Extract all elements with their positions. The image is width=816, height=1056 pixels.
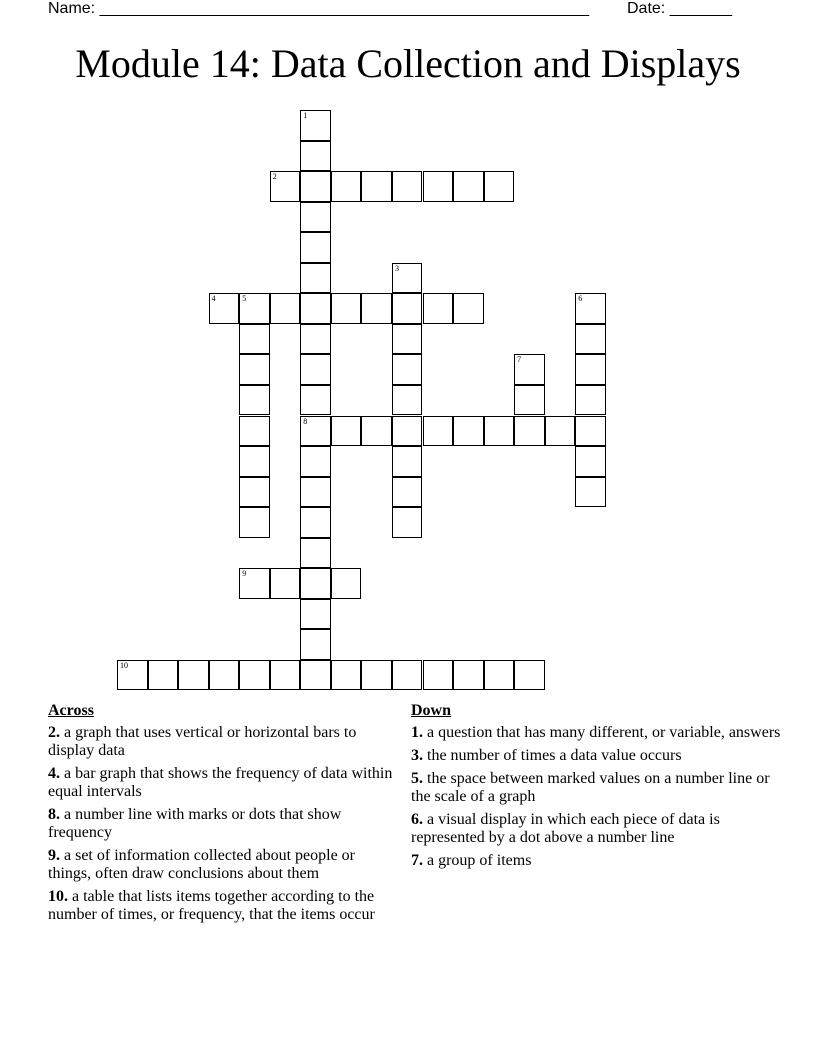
across-clue	[48, 765, 393, 801]
clue-number: 4.	[48, 765, 60, 782]
crossword-cell[interactable]	[392, 477, 423, 508]
down-clues	[411, 702, 781, 875]
down-clue	[411, 724, 781, 742]
crossword-cell[interactable]	[575, 385, 606, 416]
crossword-cell[interactable]	[392, 324, 423, 355]
clue-number: 1.	[411, 724, 423, 741]
clue-number: 7.	[411, 852, 423, 869]
crossword-cell[interactable]	[392, 354, 423, 385]
clue-number: 8.	[48, 806, 60, 823]
crossword-cell[interactable]	[300, 599, 331, 630]
crossword-cell[interactable]	[423, 416, 454, 447]
across-clue	[48, 724, 393, 760]
crossword-cell[interactable]	[392, 446, 423, 477]
crossword-cell[interactable]	[300, 354, 331, 385]
clue-text: a question that has many different, or variable, answers	[423, 724, 781, 741]
crossword-cell[interactable]	[575, 354, 606, 385]
crossword-cell[interactable]	[300, 324, 331, 355]
crossword-cell[interactable]	[239, 660, 270, 691]
crossword-cell[interactable]	[514, 385, 545, 416]
crossword-cell[interactable]	[423, 293, 454, 324]
clue-text: a number line with marks or dots that show frequency	[48, 806, 342, 841]
crossword-cell[interactable]	[239, 324, 270, 355]
across-heading: Across	[48, 702, 94, 719]
clue-number-label: 4	[211, 294, 216, 304]
clue-number: 5.	[411, 770, 423, 787]
crossword-cell[interactable]	[453, 416, 484, 447]
clue-text: a set of information collected about people or things, often draw conclusions about them	[48, 847, 356, 882]
crossword-cell[interactable]	[300, 660, 331, 691]
clue-number-label: 6	[578, 294, 583, 304]
clue-text: the number of times a data value occurs	[423, 747, 682, 764]
crossword-cell[interactable]	[575, 416, 606, 447]
clue-number-label: 3	[394, 263, 399, 273]
clue-number-label: 5	[242, 294, 247, 304]
crossword-cell[interactable]	[300, 171, 331, 202]
crossword-cell[interactable]	[239, 293, 270, 324]
crossword-cell[interactable]	[239, 477, 270, 508]
clue-text: the space between marked values on a number line or the scale of a graph	[411, 770, 770, 805]
clue-number-label: 9	[242, 569, 247, 579]
page-title: Module 14: Data Collection and Displays	[75, 41, 741, 86]
crossword-cell[interactable]	[239, 416, 270, 447]
clue-number-label: 7	[517, 355, 522, 365]
across-clue	[48, 806, 393, 842]
crossword-cell[interactable]	[178, 660, 209, 691]
name-field[interactable]: Name: _______________________________________________________	[48, 0, 589, 17]
crossword-cell[interactable]	[300, 446, 331, 477]
clue-number-label: 10	[120, 660, 128, 670]
crossword-cell[interactable]	[300, 202, 331, 233]
crossword-cell[interactable]	[300, 507, 331, 538]
crossword-cell[interactable]	[331, 171, 362, 202]
crossword-cell[interactable]	[300, 477, 331, 508]
crossword-cell[interactable]	[453, 660, 484, 691]
crossword-cell[interactable]	[392, 293, 423, 324]
crossword-cell[interactable]	[453, 293, 484, 324]
down-clue	[411, 747, 781, 765]
clue-number: 6.	[411, 811, 423, 828]
crossword-cell[interactable]	[361, 660, 392, 691]
crossword-cell[interactable]	[575, 293, 606, 324]
clue-text: a group of items	[423, 852, 532, 869]
clue-text: a table that lists items together according to the number of times, or frequency, that the items occur	[48, 888, 375, 923]
crossword-cell[interactable]	[300, 538, 331, 569]
crossword-cell[interactable]	[453, 171, 484, 202]
crossword-cell[interactable]	[239, 446, 270, 477]
date-field[interactable]: Date: _______	[627, 0, 732, 17]
crossword-cell[interactable]	[361, 293, 392, 324]
crossword-cell[interactable]	[117, 660, 148, 691]
crossword-cell[interactable]	[300, 232, 331, 263]
crossword-cell[interactable]	[300, 416, 331, 447]
crossword-cell[interactable]	[270, 293, 301, 324]
down-clue	[411, 811, 781, 847]
clue-number-label: 2	[272, 172, 277, 182]
crossword-cell[interactable]	[361, 171, 392, 202]
crossword-cell[interactable]	[392, 507, 423, 538]
clue-text: a bar graph that shows the frequency of data within equal intervals	[48, 765, 393, 800]
crossword-cell[interactable]	[300, 110, 331, 141]
crossword-cell[interactable]	[423, 171, 454, 202]
crossword-cell[interactable]	[575, 477, 606, 508]
across-clues	[48, 702, 393, 929]
crossword-cell[interactable]	[514, 660, 545, 691]
clue-number: 10.	[48, 888, 68, 905]
crossword-cell[interactable]	[209, 660, 240, 691]
crossword-cell[interactable]	[575, 446, 606, 477]
crossword-cell[interactable]	[300, 293, 331, 324]
crossword-cell[interactable]	[514, 354, 545, 385]
clue-number-label: 1	[303, 111, 308, 120]
crossword-cell[interactable]	[361, 416, 392, 447]
crossword-cell[interactable]	[270, 660, 301, 691]
crossword-cell[interactable]	[300, 141, 331, 172]
across-clue	[48, 847, 393, 883]
clue-text: a graph that uses vertical or horizontal bars to display data	[48, 724, 357, 759]
crossword-cell[interactable]	[209, 293, 240, 324]
crossword-cell[interactable]	[300, 629, 331, 660]
crossword-cell[interactable]	[148, 660, 179, 691]
crossword-cell[interactable]	[270, 568, 301, 599]
down-heading: Down	[411, 702, 452, 719]
down-clue	[411, 770, 781, 806]
crossword-cell[interactable]	[484, 171, 515, 202]
down-clue	[411, 852, 781, 870]
crossword-cell[interactable]	[392, 385, 423, 416]
crossword-cell[interactable]	[575, 324, 606, 355]
crossword-cell[interactable]	[239, 354, 270, 385]
crossword-cell[interactable]	[545, 416, 576, 447]
crossword-cell[interactable]	[300, 263, 331, 294]
crossword-cell[interactable]	[239, 568, 270, 599]
crossword-cell[interactable]	[331, 416, 362, 447]
crossword-cell[interactable]	[300, 568, 331, 599]
clue-number-label: 8	[303, 416, 308, 426]
crossword-cell[interactable]	[392, 263, 423, 294]
clue-number: 2.	[48, 724, 60, 741]
crossword-cell[interactable]	[392, 171, 423, 202]
clue-number: 3.	[411, 747, 423, 764]
crossword-cell[interactable]	[239, 385, 270, 416]
clue-number: 9.	[48, 847, 60, 864]
crossword-cell[interactable]	[331, 660, 362, 691]
across-clue	[48, 888, 393, 924]
crossword-cell[interactable]	[484, 416, 515, 447]
crossword-cell[interactable]	[392, 416, 423, 447]
crossword-cell[interactable]	[331, 293, 362, 324]
crossword-cell[interactable]	[270, 171, 301, 202]
crossword-cell[interactable]	[300, 385, 331, 416]
crossword-cell[interactable]	[239, 507, 270, 538]
crossword-cell[interactable]	[484, 660, 515, 691]
crossword-cell[interactable]	[331, 568, 362, 599]
crossword-cell[interactable]	[423, 660, 454, 691]
crossword-cell[interactable]	[392, 660, 423, 691]
clue-text: a visual display in which each piece of data is represented by a dot above a number line	[411, 811, 720, 846]
crossword-cell[interactable]	[514, 416, 545, 447]
